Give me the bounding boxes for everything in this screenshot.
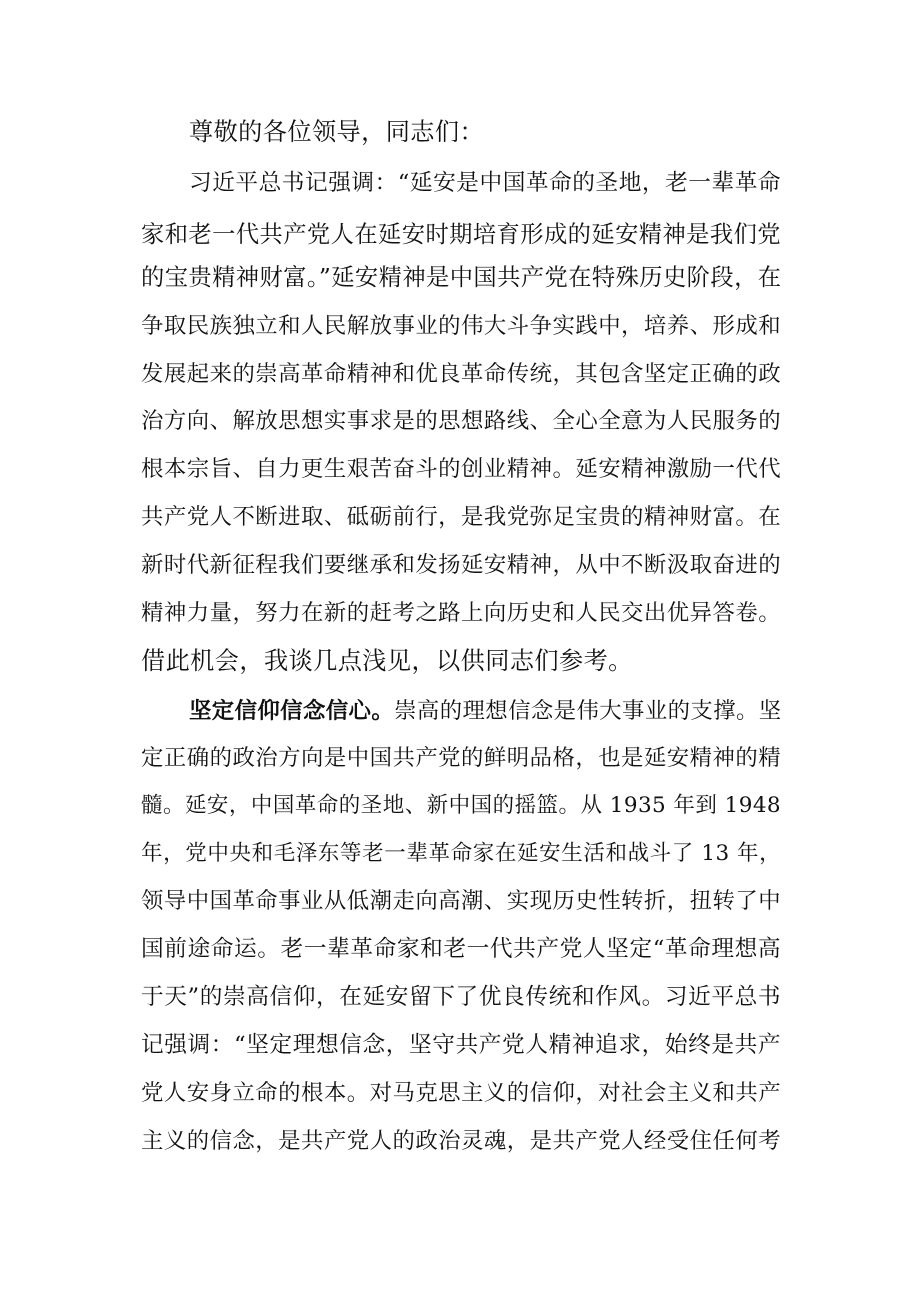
paragraph-line: 发展起来的崇高革命精神和优良革命传统，其包含坚定正确的政 [141, 361, 781, 387]
paragraph-line: 髓。延安，中国革命的圣地、新中国的摇篮。从 1935 年到 1948 [141, 793, 781, 818]
paragraph-line: 主义的信念，是共产党人的政治灵魂，是共产党人经受住任何考 [141, 1128, 781, 1154]
paragraph-line: 精神力量，努力在新的赶考之路上向历史和人民交出优异答卷。 [141, 600, 781, 626]
paragraph-line: 国前途命运。老一辈革命家和老一代共产党人坚定“革命理想高 [141, 936, 781, 962]
paragraph-line: 记强调：“坚定理想信念，坚守共产党人精神追求，始终是共产 [141, 1032, 781, 1058]
paragraph-line: 共产党人不断进取、砥砺前行，是我党弥足宝贵的精神财富。在 [141, 504, 781, 530]
paragraph-line: 习近平总书记强调：“延安是中国革命的圣地，老一辈革命 [189, 170, 781, 196]
paragraph-line: 年，党中央和毛泽东等老一辈革命家在延安生活和战斗了 13 年， [141, 841, 781, 866]
paragraph-line: 新时代新征程我们要继承和发扬延安精神，从中不断汲取奋进的 [141, 552, 781, 578]
paragraph-line: 治方向、解放思想实事求是的思想路线、全心全意为人民服务的 [141, 408, 781, 434]
paragraph-line: 定正确的政治方向是中国共产党的鲜明品格，也是延安精神的精 [141, 745, 781, 771]
paragraph-line: 借此机会，我谈几点浅见，以供同志们参考。 [141, 647, 633, 675]
paragraph-line: 家和老一代共产党人在延安时期培育形成的延安精神是我们党 [141, 221, 781, 248]
paragraph-line: 领导中国革命事业从低潮走向高潮、实现历史性转折，扭转了中 [141, 888, 781, 914]
salutation: 尊敬的各位领导，同志们： [189, 118, 485, 146]
paragraph-text: 崇高的理想信念是伟大事业的支撑。坚 [394, 698, 782, 724]
section-heading: 坚定信仰信念信心。 [189, 698, 395, 724]
paragraph-line: 于天”的崇高信仰，在延安留下了优良传统和作风。习近平总书 [141, 984, 781, 1010]
paragraph-first-line [189, 694, 781, 728]
paragraph-line: 的宝贵精神财富。”延安精神是中国共产党在特殊历史阶段，在 [141, 264, 782, 291]
paragraph-line: 根本宗旨、自力更生艰苦奋斗的创业精神。延安精神激励一代代 [141, 456, 781, 482]
paragraph-line: 争取民族独立和人民解放事业的伟大斗争实践中，培养、形成和 [141, 313, 781, 339]
paragraph-line: 党人安身立命的根本。对马克思主义的信仰，对社会主义和共产 [141, 1080, 781, 1106]
